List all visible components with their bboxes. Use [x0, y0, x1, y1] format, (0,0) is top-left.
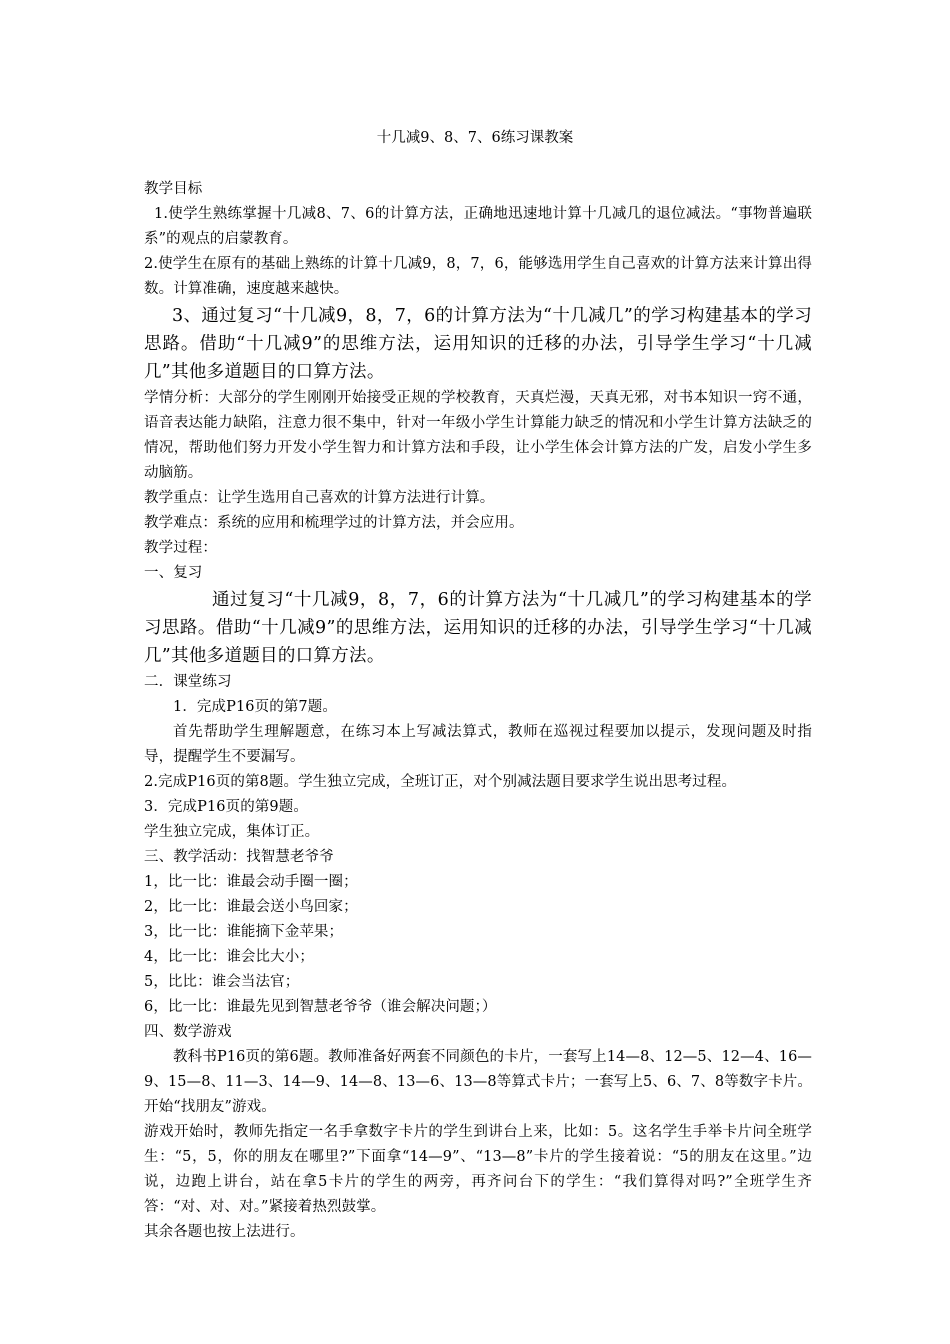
- activity-item-5: 5，比比：谁会当法官；: [144, 974, 300, 990]
- practice-item-3: 3．完成P16页的第9题。: [144, 799, 308, 815]
- game-setup: 教科书P16页的第6题。教师准备好两套不同颜色的卡片，一套写上14—8、12—5、12—4、16—9、15—8、11—3、14—9、14—8、13—6、13—8等算式卡片；一套写上5、6、7、8等数字卡片。开始“找朋友”游戏。: [144, 1049, 812, 1115]
- practice-item-1: 1．完成P16页的第7题。: [173, 699, 337, 715]
- practice-item-2: 2.完成P16页的第8题。学生独立完成，全班订正，对个别减法题目要求学生说出思考过程。: [144, 774, 737, 790]
- heading-process: 教学过程：: [144, 540, 217, 556]
- heading-review: 一、复习: [144, 565, 203, 581]
- game-closing: 其余各题也按上法进行。: [144, 1224, 305, 1240]
- heading-activity: 三、教学活动：找智慧老爷爷: [144, 849, 334, 865]
- objective-3: 3、通过复习“十几减9，8，7，6的计算方法为“十几减几”的学习构建基本的学习思路。借助“十几减9”的思维方法，运用知识的迁移的办法，引导学生学习“十几减几”其他多道题目的口算方法。: [144, 306, 812, 382]
- objective-1: 1.使学生熟练掌握十几减8、7、6的计算方法，正确地迅速地计算十几减几的退位减法。“事物普遍联系”的观点的启蒙教育。: [144, 206, 812, 247]
- activity-item-3: 3，比一比：谁能摘下金苹果；: [144, 924, 344, 940]
- document-body: [144, 177, 812, 1245]
- heading-objectives: 教学目标: [144, 181, 203, 197]
- heading-practice: 二．课堂练习: [144, 674, 232, 690]
- page-title: 十几减9、8、7、6练习课教案: [376, 130, 574, 146]
- student-analysis: 学情分析：大部分的学生刚刚开始接受正规的学校教育，天真烂漫，天真无邪，对书本知识一窍不通，语音表达能力缺陷，注意力很不集中，针对一年级小学生计算能力缺乏的情况和小学生计算方法缺乏的情况，帮助他们努力开发小学生智力和计算方法和手段，让小学生体会计算方法的广发，启发小学生多动脑筋。: [144, 390, 812, 481]
- activity-item-1: 1，比一比：谁最会动手圈一圈；: [144, 874, 358, 890]
- practice-item-1-detail: 首先帮助学生理解题意，在练习本上写减法算式，教师在巡视过程要加以提示，发现问题及时指导，提醒学生不要漏写。: [144, 724, 812, 765]
- objective-2: 2.使学生在原有的基础上熟练的计算十几减9，8，7，6，能够选用学生自己喜欢的计算方法来计算出得数。计算准确，速度越来越快。: [144, 256, 812, 297]
- key-point: 教学重点：让学生选用自己喜欢的计算方法进行计算。: [144, 490, 495, 506]
- activity-item-6: 6，比一比：谁最先见到智慧老爷爷（谁会解决问题；）: [144, 999, 497, 1015]
- activity-item-4: 4，比一比：谁会比大小；: [144, 949, 314, 965]
- difficult-point: 教学难点：系统的应用和梳理学过的计算方法，并会应用。: [144, 515, 524, 531]
- heading-game: 四、数学游戏: [144, 1024, 232, 1040]
- review-text: 通过复习“十几减9，8，7，6的计算方法为“十几减几”的学习构建基本的学习思路。借助“十几减9”的思维方法，运用知识的迁移的办法，引导学生学习“十几减几”其他多道题目的口算方法。: [144, 590, 812, 666]
- activity-item-2: 2，比一比：谁最会送小鸟回家；: [144, 899, 358, 915]
- practice-item-3-detail: 学生独立完成，集体订正。: [144, 824, 320, 840]
- game-rules: 游戏开始时，教师先指定一名手拿数字卡片的学生到讲台上来，比如：5。这名学生手举卡片问全班学生：“5，5，你的朋友在哪里?”下面拿“14—9”、“13—8”卡片的学生接着说：“5的朋友在这里。”边说，边跑上讲台，站在拿5卡片的学生的两旁，再齐问台下的学生：“我们算得对吗?”全班学生齐答：“对、对、对。”紧接着热烈鼓掌。: [144, 1124, 812, 1215]
